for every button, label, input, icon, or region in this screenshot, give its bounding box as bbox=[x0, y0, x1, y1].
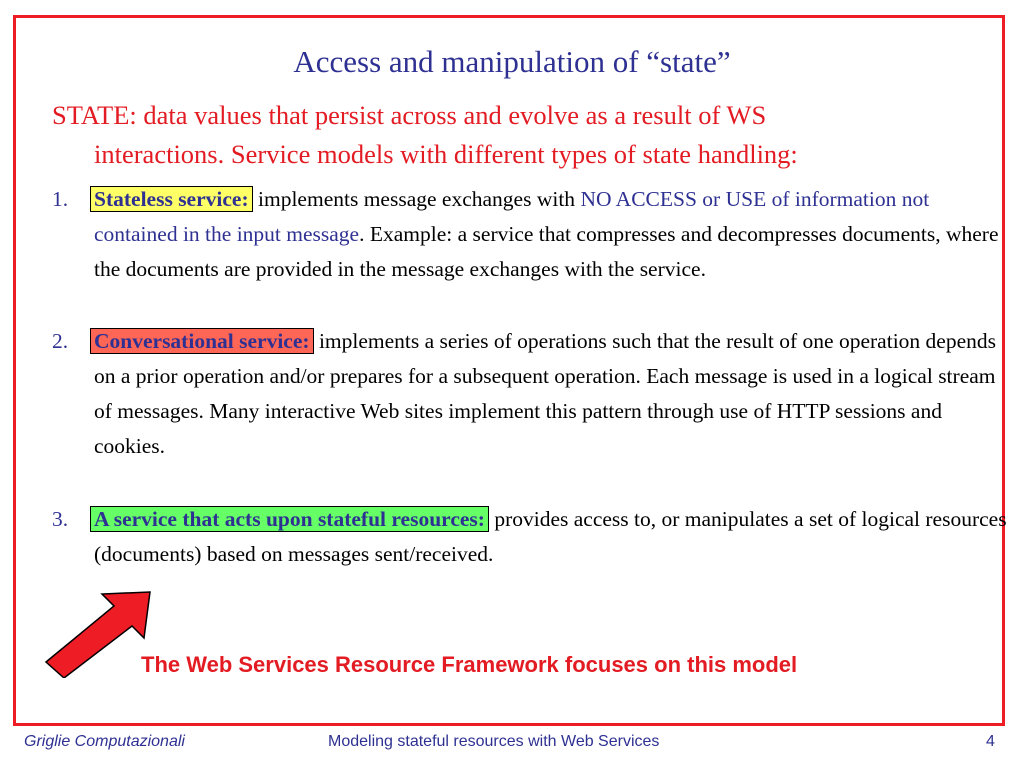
item-colon: : bbox=[302, 329, 310, 353]
list-item-2 bbox=[52, 324, 1012, 464]
item-text-rest: . Example: a service that compresses and decompresses documents, where the documents are provided in the message exchanges with the service. bbox=[94, 222, 999, 281]
footer-course: Griglie Computazionali bbox=[24, 733, 185, 750]
item-term: A service that acts upon stateful resources bbox=[94, 507, 478, 531]
item-number: 3. bbox=[52, 507, 69, 531]
item-text: provides access to, or manipulates a set of logical resources (documents) based on messages sent/received. bbox=[94, 507, 1007, 566]
item-term-highlight bbox=[90, 506, 489, 532]
item-text: implements a series of operations such that the result of one operation depends on a prior operation and/or prepares for a subsequent operation. Each message is used in a logical stream of messages. Many interactive Web sites implement this pattern through use of HTTP sessions and cookies. bbox=[94, 329, 996, 458]
intro-paragraph bbox=[52, 96, 1012, 174]
item-term-highlight bbox=[90, 186, 253, 212]
intro-line-1: STATE: data values that persist across and evolve as a result of WS bbox=[52, 100, 767, 130]
item-colon: : bbox=[241, 187, 249, 211]
item-number: 1. bbox=[52, 187, 69, 211]
item-emphasis: NO ACCESS or USE of information not contained in the input message bbox=[94, 187, 930, 246]
item-term: Conversational service bbox=[94, 329, 303, 353]
footer-title: Modeling stateful resources with Web Services bbox=[328, 733, 660, 750]
item-term-highlight bbox=[90, 328, 314, 354]
intro-line-2: interactions. Service models with different types of state handling: bbox=[94, 139, 798, 169]
item-colon: : bbox=[477, 507, 485, 531]
item-text: implements message exchanges with bbox=[252, 187, 581, 211]
page-number: 4 bbox=[986, 733, 995, 750]
framework-note: The Web Services Resource Framework focuses on this model bbox=[141, 652, 798, 677]
list-item-1 bbox=[52, 182, 1012, 287]
item-number: 2. bbox=[52, 329, 69, 353]
slide-title: Access and manipulation of “state” bbox=[293, 44, 731, 79]
list-item-3 bbox=[52, 502, 1012, 572]
item-term: Stateless service bbox=[94, 187, 242, 211]
